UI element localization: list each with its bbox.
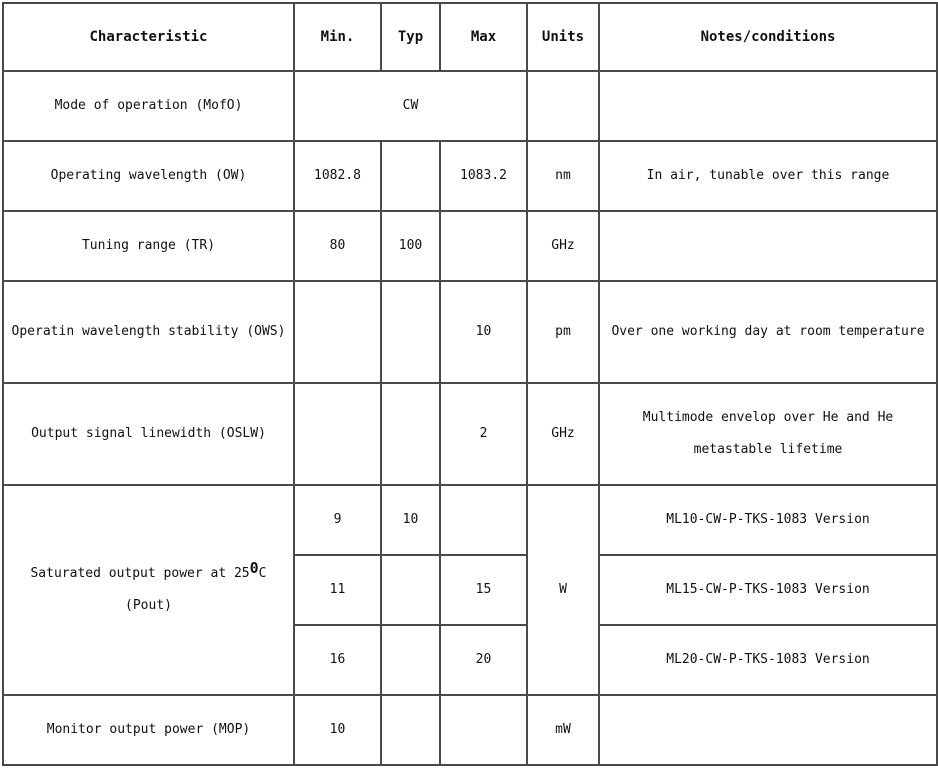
table-row xyxy=(3,695,937,765)
min-cell: 1082.8 xyxy=(294,141,381,211)
units-cell xyxy=(527,71,599,141)
characteristic-cell-saturated-power xyxy=(3,485,294,695)
units-cell: mW xyxy=(527,695,599,765)
max-cell xyxy=(440,485,527,555)
header-characteristic: Characteristic xyxy=(3,3,294,71)
min-cell: 9 xyxy=(294,485,381,555)
notes-cell: ML10-CW-P-TKS-1083 Version xyxy=(599,485,937,555)
header-row xyxy=(3,3,937,71)
typ-cell xyxy=(381,695,440,765)
typ-cell xyxy=(381,281,440,383)
mode-value-cell: CW xyxy=(294,71,527,141)
header-max: Max xyxy=(440,3,527,71)
min-cell: 16 xyxy=(294,625,381,695)
units-cell: GHz xyxy=(527,211,599,281)
typ-cell xyxy=(381,383,440,485)
typ-cell xyxy=(381,555,440,625)
units-cell: nm xyxy=(527,141,599,211)
typ-cell: 10 xyxy=(381,485,440,555)
header-units: Units xyxy=(527,3,599,71)
specifications-table xyxy=(2,2,938,766)
min-cell xyxy=(294,383,381,485)
characteristic-cell: Mode of operation (MofO) xyxy=(3,71,294,141)
notes-cell: In air, tunable over this range xyxy=(599,141,937,211)
pout-label-suffix: C (Pout) xyxy=(125,566,267,613)
max-cell: 15 xyxy=(440,555,527,625)
header-min: Min. xyxy=(294,3,381,71)
table-row xyxy=(3,485,937,555)
max-cell: 2 xyxy=(440,383,527,485)
typ-cell xyxy=(381,141,440,211)
notes-cell: Over one working day at room temperature xyxy=(599,281,937,383)
table-row xyxy=(3,141,937,211)
max-cell xyxy=(440,211,527,281)
characteristic-cell: Tuning range (TR) xyxy=(3,211,294,281)
min-cell: 10 xyxy=(294,695,381,765)
header-notes: Notes/conditions xyxy=(599,3,937,71)
typ-cell: 100 xyxy=(381,211,440,281)
characteristic-cell: Monitor output power (MOP) xyxy=(3,695,294,765)
characteristic-cell: Output signal linewidth (OSLW) xyxy=(3,383,294,485)
units-cell: GHz xyxy=(527,383,599,485)
notes-cell: Multimode envelop over He and He metastable lifetime xyxy=(599,383,937,485)
max-cell xyxy=(440,695,527,765)
table-row xyxy=(3,211,937,281)
table-row xyxy=(3,281,937,383)
min-cell: 80 xyxy=(294,211,381,281)
min-cell: 11 xyxy=(294,555,381,625)
units-cell: pm xyxy=(527,281,599,383)
degree-superscript: 0 xyxy=(249,559,259,577)
notes-cell xyxy=(599,695,937,765)
pout-label-prefix: Saturated output power at 25 xyxy=(30,566,250,581)
max-cell: 10 xyxy=(440,281,527,383)
header-typ: Typ xyxy=(381,3,440,71)
table-row xyxy=(3,71,937,141)
notes-cell: ML20-CW-P-TKS-1083 Version xyxy=(599,625,937,695)
table-row xyxy=(3,383,937,485)
notes-cell xyxy=(599,71,937,141)
notes-cell xyxy=(599,211,937,281)
characteristic-cell: Operatin wavelength stability (OWS) xyxy=(3,281,294,383)
typ-cell xyxy=(381,625,440,695)
notes-cell: ML15-CW-P-TKS-1083 Version xyxy=(599,555,937,625)
min-cell xyxy=(294,281,381,383)
characteristic-cell: Operating wavelength (OW) xyxy=(3,141,294,211)
units-cell: W xyxy=(527,485,599,695)
max-cell: 20 xyxy=(440,625,527,695)
max-cell: 1083.2 xyxy=(440,141,527,211)
